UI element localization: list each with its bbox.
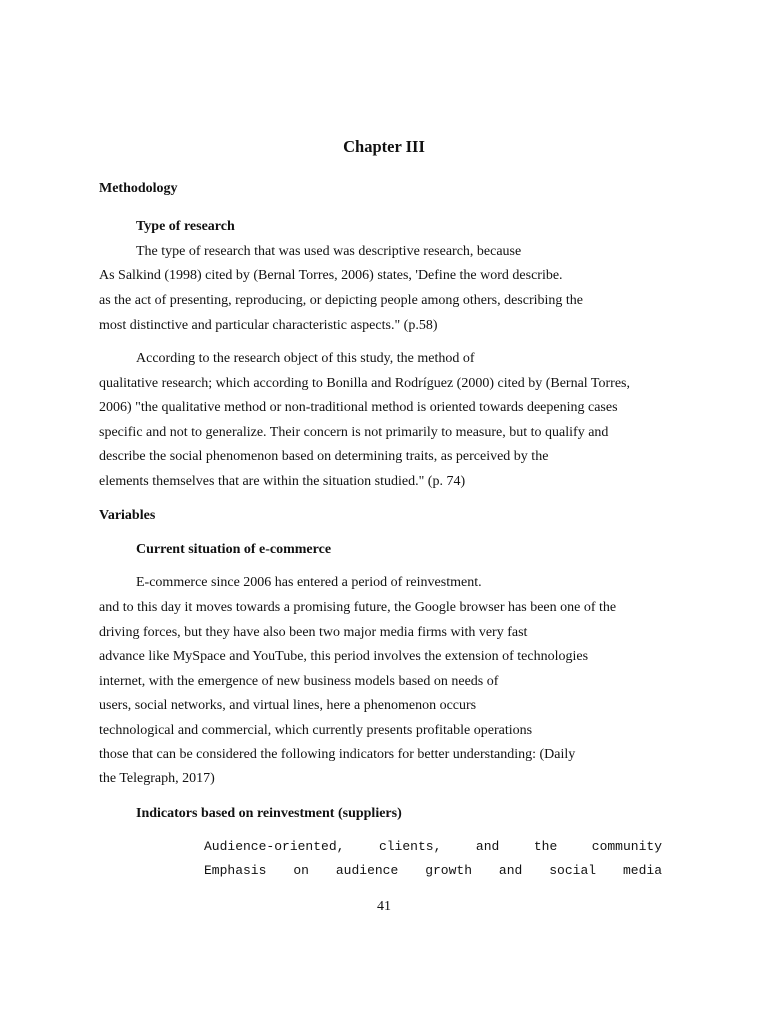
subheading-indicators: Indicators based on reinvestment (suppliers) xyxy=(136,806,402,821)
paragraph-line: as the act of presenting, reproducing, or depicting people among others, describing the xyxy=(99,293,584,308)
paragraph-line: users, social networks, and virtual lines, here a phenomenon occurs xyxy=(99,698,477,713)
paragraph-line: advance like MySpace and YouTube, this period involves the extension of technologies xyxy=(99,649,589,664)
paragraph-line: technological and commercial, which currently presents profitable operations xyxy=(99,723,533,738)
paragraph-line: those that can be considered the following indicators for better understanding: (Daily xyxy=(99,747,576,762)
indicator-line: Audience-oriented, clients, and the community xyxy=(204,839,662,854)
paragraph-line: As Salkind (1998) cited by (Bernal Torres, 2006) states, 'Define the word describe. xyxy=(99,268,563,283)
section-heading-methodology: Methodology xyxy=(99,181,178,196)
section-heading-variables: Variables xyxy=(99,508,156,523)
chapter-title: Chapter III xyxy=(343,137,425,156)
paragraph-line: The type of research that was used was descriptive research, because xyxy=(136,244,522,259)
paragraph-line: elements themselves that are within the situation studied." (p. 74) xyxy=(99,474,466,489)
paragraph-line: specific and not to generalize. Their concern is not primarily to measure, but to qualify and xyxy=(99,425,609,440)
paragraph-line: the Telegraph, 2017) xyxy=(99,771,215,786)
subheading-type-of-research: Type of research xyxy=(136,219,235,234)
indicator-line: Emphasis on audience growth and social media xyxy=(204,863,662,878)
paragraph-line: describe the social phenomenon based on determining traits, as perceived by the xyxy=(99,449,549,464)
page-number: 41 xyxy=(377,899,391,914)
paragraph-line: internet, with the emergence of new business models based on needs of xyxy=(99,674,499,689)
paragraph-line: 2006) "the qualitative method or non-traditional method is oriented towards deepening cases xyxy=(99,400,618,415)
paragraph-line: driving forces, but they have also been two major media firms with very fast xyxy=(99,625,528,640)
paragraph-line: most distinctive and particular characteristic aspects." (p.58) xyxy=(99,318,438,333)
paragraph-line: According to the research object of this study, the method of xyxy=(136,351,475,366)
paragraph-line: E-commerce since 2006 has entered a period of reinvestment. xyxy=(136,575,482,590)
subheading-ecommerce: Current situation of e-commerce xyxy=(136,542,332,557)
paragraph-line: and to this day it moves towards a promising future, the Google browser has been one of the xyxy=(99,600,617,615)
paragraph-line: qualitative research; which according to Bonilla and Rodríguez (2000) cited by (Bernal Torres, xyxy=(99,376,630,391)
